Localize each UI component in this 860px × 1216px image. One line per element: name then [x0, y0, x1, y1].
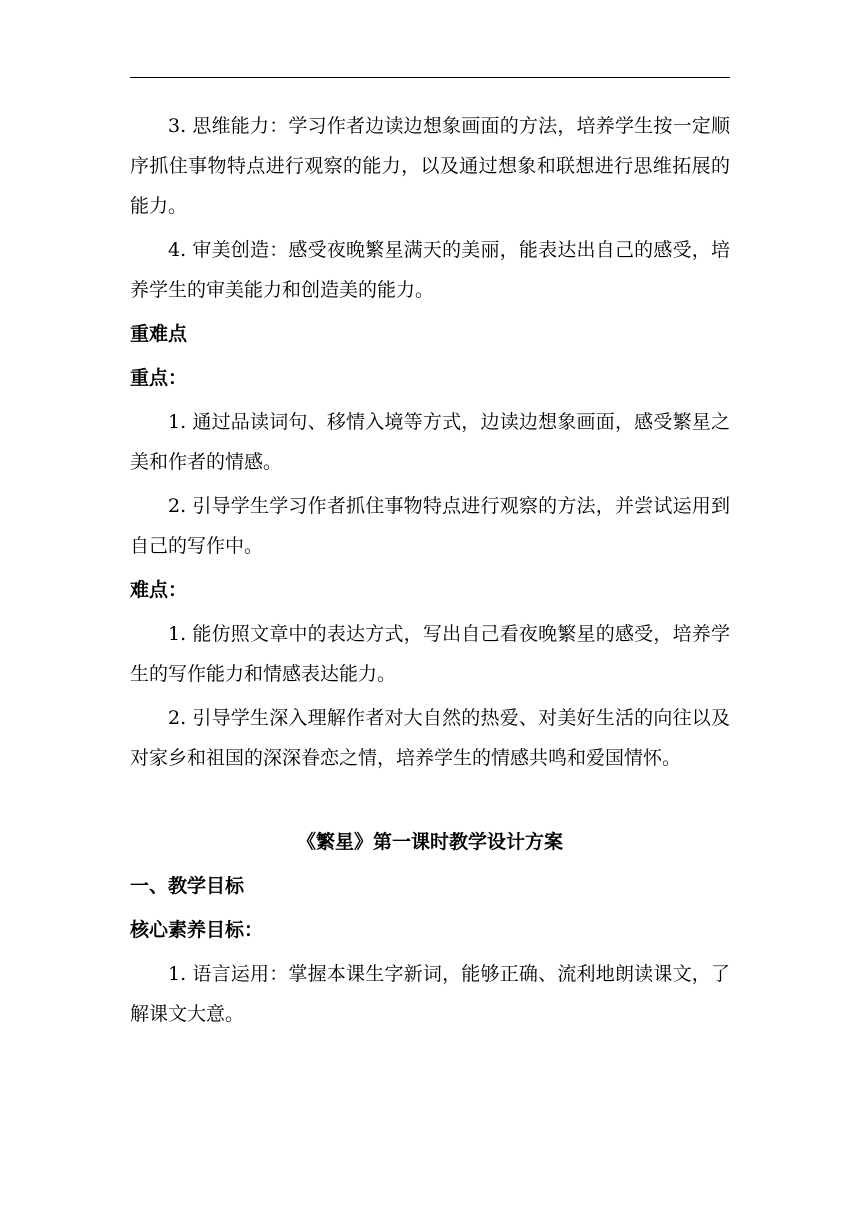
document-body — [130, 106, 730, 1038]
header-rule — [130, 77, 730, 78]
core-literacy-label: 核心素养目标： — [130, 919, 264, 941]
focus-label: 重点： — [130, 367, 188, 389]
difficulty-item-2: 2. 引导学生深入理解作者对大自然的热爱、对美好生活的向往以及对家乡和祖国的深深眷恋之情，培养学生的情感共鸣和爱国情怀。 — [130, 707, 730, 769]
section-gap — [130, 782, 730, 822]
goal-item-4: 4. 审美创造：感受夜晚繁星满天的美丽，能表达出自己的感受，培养学生的审美能力和创造美的能力。 — [130, 239, 730, 301]
section-heading-objectives: 一、教学目标 — [130, 875, 245, 897]
difficulty-item-1: 1. 能仿照文章中的表达方式，写出自己看夜晚繁星的感受，培养学生的写作能力和情感表达能力。 — [130, 623, 730, 685]
goal-item-3: 3. 思维能力：学习作者边读边想象画面的方法，培养学生按一定顺序抓住事物特点进行观察的能力，以及通过想象和联想进行思维拓展的能力。 — [130, 115, 730, 217]
focus-item-1: 1. 通过品读词句、移情入境等方式，边读边想象画面，感受繁星之美和作者的情感。 — [130, 411, 730, 473]
focus-item-2: 2. 引导学生学习作者抓住事物特点进行观察的方法，并尝试运用到自己的写作中。 — [130, 495, 730, 557]
core-goal-item-1: 1. 语言运用：掌握本课生字新词，能够正确、流利地朗读课文，了解课文大意。 — [130, 963, 730, 1025]
key-points-heading: 重难点 — [130, 323, 188, 345]
difficulty-label: 难点： — [130, 579, 188, 601]
lesson-title: 《繁星》第一课时教学设计方案 — [296, 831, 563, 853]
